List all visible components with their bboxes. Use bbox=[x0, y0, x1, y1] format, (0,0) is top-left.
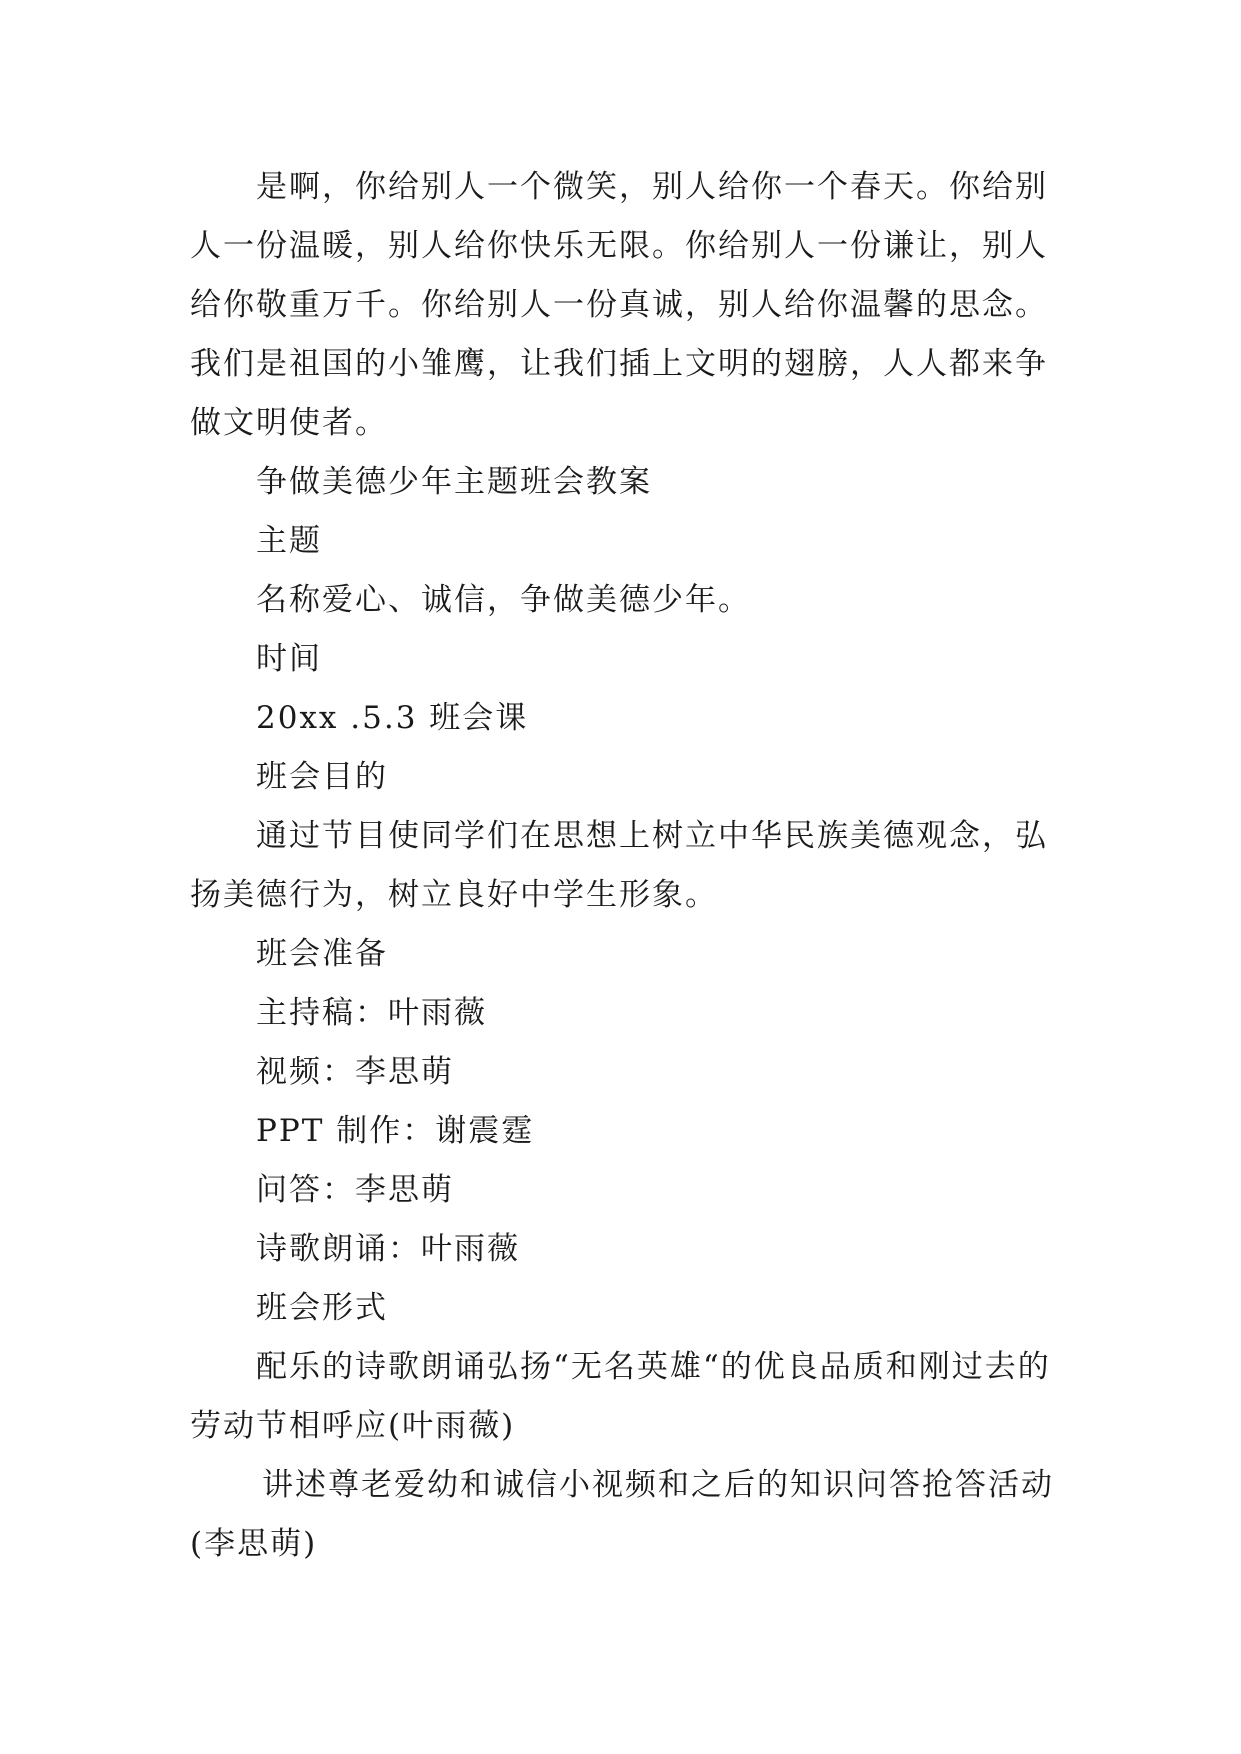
document-body bbox=[190, 158, 1070, 1574]
section-heading-preparation: 班会准备 bbox=[256, 936, 388, 972]
paragraph-closing-remarks: 是啊，你给别人一个微笑，别人给你一个春天。你给别人一份温暖，别人给你快乐无限。你给别人一份谦让，别人给你敬重万千。你给别人一份真诚，别人给你温馨的思念。我们是祖国的小雏鹰，让我们插上文明的翅膀，人人都来争做文明使者。 bbox=[190, 169, 1048, 441]
section-heading-purpose: 班会目的 bbox=[256, 759, 388, 795]
theme-name: 名称爱心、诚信，争做美德少年。 bbox=[256, 582, 751, 618]
time-value: 20xx .5.3 班会课 bbox=[256, 700, 529, 736]
format-item-poetry: 配乐的诗歌朗诵弘扬“无名英雄“的优良品质和刚过去的劳动节相呼应(叶雨薇) bbox=[190, 1349, 1051, 1444]
lesson-plan-title: 争做美德少年主题班会教案 bbox=[256, 464, 652, 500]
preparation-item-poetry: 诗歌朗诵：叶雨薇 bbox=[256, 1231, 520, 1267]
preparation-item-ppt: PPT 制作：谢震霆 bbox=[256, 1113, 535, 1149]
section-heading-theme: 主题 bbox=[256, 523, 322, 559]
section-heading-time: 时间 bbox=[256, 641, 322, 677]
section-heading-format: 班会形式 bbox=[256, 1290, 388, 1326]
purpose-text: 通过节目使同学们在思想上树立中华民族美德观念，弘扬美德行为，树立良好中学生形象。 bbox=[190, 818, 1048, 913]
preparation-item-video: 视频：李思萌 bbox=[256, 1054, 454, 1090]
format-item-video-quiz: 讲述尊老爱幼和诚信小视频和之后的知识问答抢答活动(李思萌) bbox=[190, 1467, 1054, 1562]
preparation-item-qa: 问答：李思萌 bbox=[256, 1172, 454, 1208]
preparation-item-host: 主持稿：叶雨薇 bbox=[256, 995, 487, 1031]
